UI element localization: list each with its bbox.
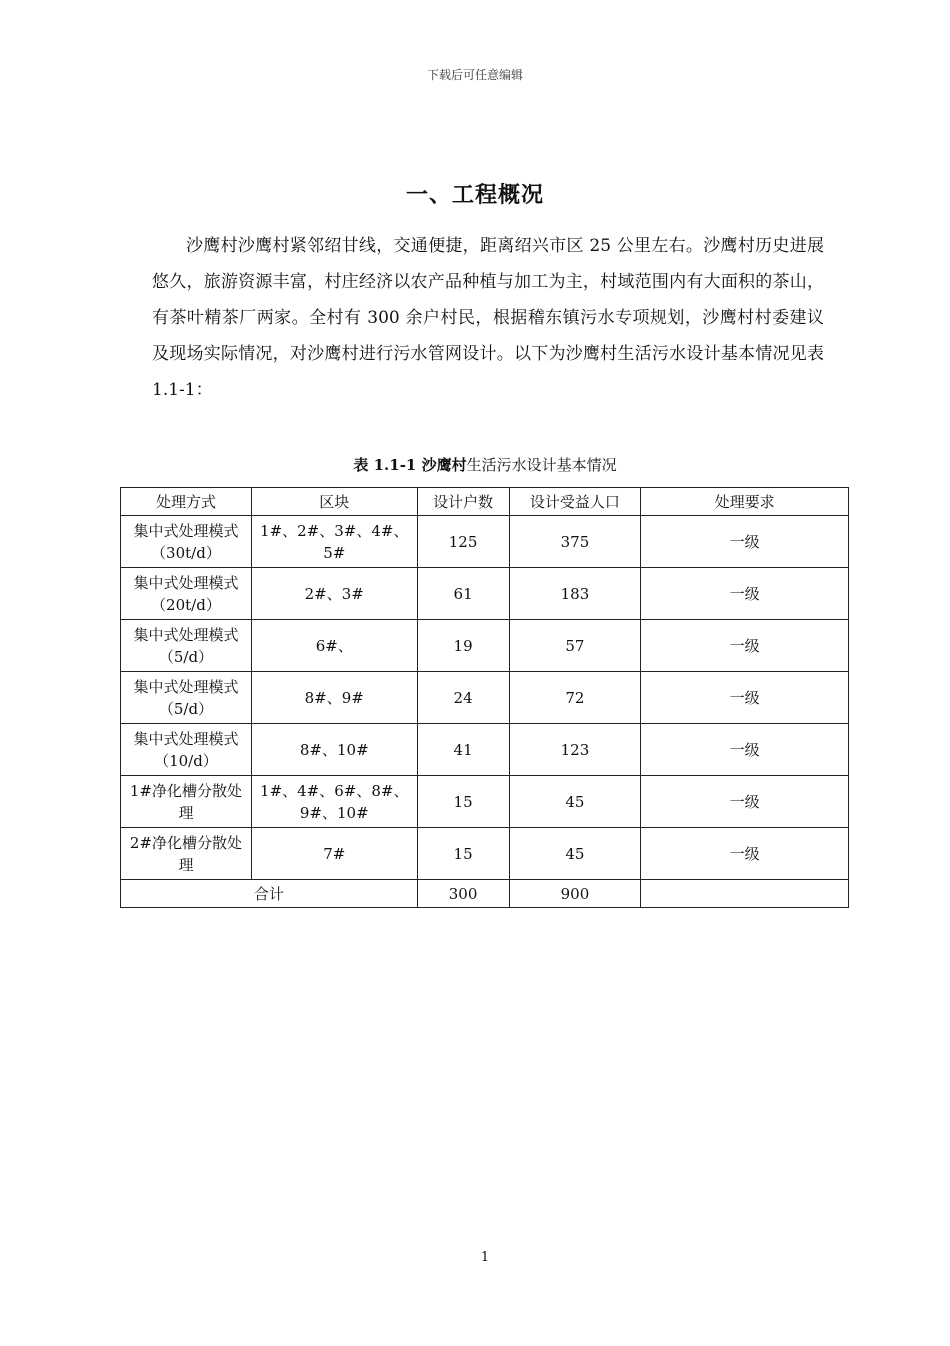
- table-row: [121, 776, 849, 828]
- design-table: [120, 487, 849, 908]
- population-cell: 123: [509, 724, 641, 776]
- requirement-cell: 一级: [641, 724, 849, 776]
- table-row: [121, 828, 849, 880]
- households-cell: 15: [417, 828, 509, 880]
- header-cell: 设计受益人口: [509, 488, 641, 516]
- requirement-cell: 一级: [641, 828, 849, 880]
- table-header-row: [121, 488, 849, 516]
- households-cell: 41: [417, 724, 509, 776]
- total-households-cell: 300: [417, 880, 509, 908]
- population-cell: 57: [509, 620, 641, 672]
- total-label-cell: 合计: [121, 880, 418, 908]
- intro-text: 沙鹰村沙鹰村紧邻绍甘线，交通便捷，距离绍兴市区 25 公里左右。沙鹰村历史进展悠久，旅游资源丰富，村庄经济以农产品种植与加工为主，村域范围内有大面积的茶山，有茶叶精茶厂两家。全村有 300 余户村民，根据稽东镇污水专项规划，沙鹰村村委建议及现场实际情况，对沙鹰村进行污水管网设计。以下为沙鹰村生活污水设计基本情况见表 1.1-1：: [152, 236, 824, 400]
- page-number: 1: [480, 1250, 490, 1265]
- population-cell: 183: [509, 568, 641, 620]
- total-requirement-cell: [641, 880, 849, 908]
- table-row: [121, 724, 849, 776]
- requirement-cell: 一级: [641, 620, 849, 672]
- block-cell: 8#、10#: [251, 724, 417, 776]
- households-cell: 61: [417, 568, 509, 620]
- block-cell: 8#、9#: [251, 672, 417, 724]
- mode-cell: 集中式处理模式（30t/d）: [121, 516, 252, 568]
- page-header: 下载后可任意编辑: [426, 68, 523, 82]
- table-row: [121, 568, 849, 620]
- caption-text: 生活污水设计基本情况: [466, 456, 617, 474]
- table-row: [121, 672, 849, 724]
- header-cell: 区块: [251, 488, 417, 516]
- header-cell: 处理方式: [121, 488, 252, 516]
- table-total-row: [121, 880, 849, 908]
- population-cell: 45: [509, 776, 641, 828]
- population-cell: 375: [509, 516, 641, 568]
- households-cell: 15: [417, 776, 509, 828]
- mode-cell: 集中式处理模式（10/d）: [121, 724, 252, 776]
- block-cell: 7#: [251, 828, 417, 880]
- block-cell: 1#、2#、3#、4#、5#: [251, 516, 417, 568]
- mode-cell: 2#净化槽分散处理: [121, 828, 252, 880]
- total-population-cell: 900: [509, 880, 641, 908]
- mode-cell: 集中式处理模式（20t/d）: [121, 568, 252, 620]
- header-cell: 处理要求: [641, 488, 849, 516]
- requirement-cell: 一级: [641, 776, 849, 828]
- requirement-cell: 一级: [641, 672, 849, 724]
- table-row: [121, 620, 849, 672]
- mode-cell: 集中式处理模式（5/d）: [121, 620, 252, 672]
- requirement-cell: 一级: [641, 516, 849, 568]
- mode-cell: 1#净化槽分散处理: [121, 776, 252, 828]
- population-cell: 45: [509, 828, 641, 880]
- intro-paragraph: [152, 228, 824, 408]
- block-cell: 1#、4#、6#、8#、9#、10#: [251, 776, 417, 828]
- header-cell: 设计户数: [417, 488, 509, 516]
- section-title: 一、工程概况: [405, 182, 544, 208]
- block-cell: 2#、3#: [251, 568, 417, 620]
- requirement-cell: 一级: [641, 568, 849, 620]
- block-cell: 6#、: [251, 620, 417, 672]
- caption-number: 表 1.1-1 沙鹰村: [353, 456, 467, 474]
- mode-cell: 集中式处理模式（5/d）: [121, 672, 252, 724]
- table-row: [121, 516, 849, 568]
- population-cell: 72: [509, 672, 641, 724]
- table-caption: [0, 454, 950, 475]
- households-cell: 19: [417, 620, 509, 672]
- households-cell: 125: [417, 516, 509, 568]
- households-cell: 24: [417, 672, 509, 724]
